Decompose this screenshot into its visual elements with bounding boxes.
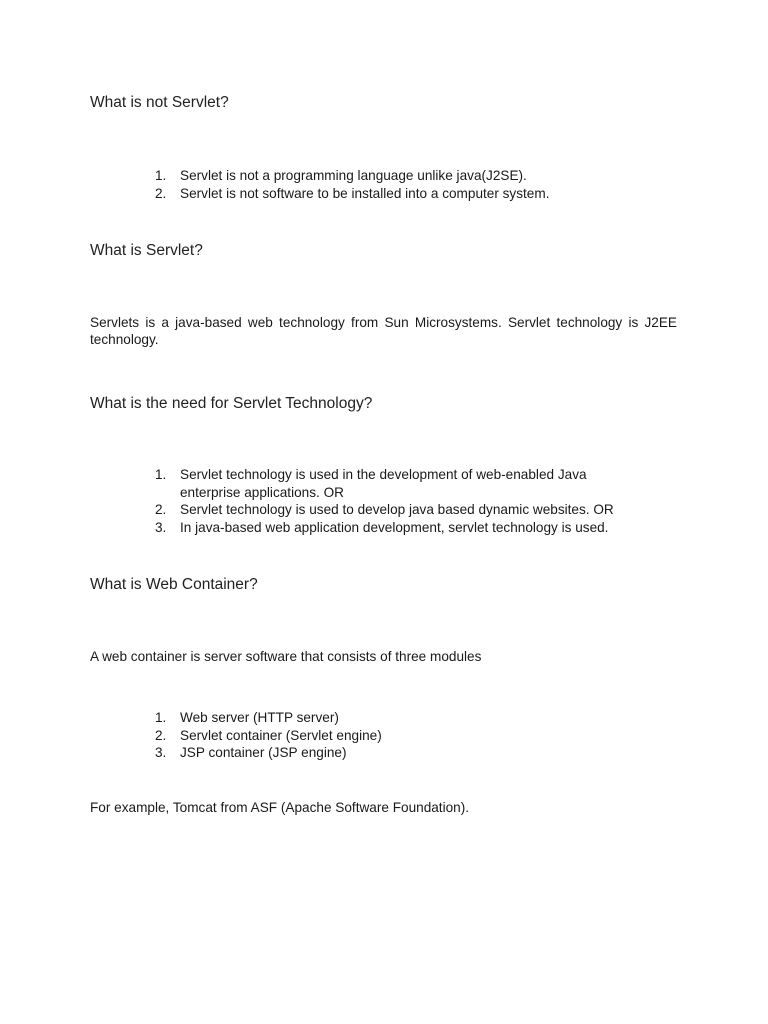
list-servlet-need — [155, 466, 635, 536]
list-web-container-modules — [155, 709, 655, 762]
paragraph-web-container: A web container is server software that consists of three modules — [90, 649, 482, 664]
list-number: 1. — [155, 168, 167, 183]
heading-what-is-servlet: What is Servlet? — [90, 242, 203, 259]
list-item-text: Servlet technology is used to develop java based dynamic websites. OR — [180, 502, 614, 517]
list-item — [155, 727, 655, 745]
list-item-text: In java-based web application development, servlet technology is used. — [180, 519, 609, 535]
list-item — [155, 501, 635, 519]
paragraph-servlet-definition: Servlets is a java-based web technology from Sun Microsystems. Servlet technology is J2EE technology. — [90, 315, 677, 347]
list-number: 2. — [155, 185, 167, 201]
list-item — [155, 185, 655, 203]
list-item-text: Web server (HTTP server) — [180, 710, 339, 725]
paragraph-example-tomcat: For example, Tomcat from ASF (Apache Software Foundation). — [90, 800, 470, 815]
list-item — [155, 466, 635, 501]
list-number: 1. — [155, 467, 167, 482]
list-item — [155, 709, 655, 727]
list-item — [155, 744, 655, 762]
list-number: 3. — [155, 519, 167, 535]
list-not-servlet — [155, 167, 655, 202]
heading-what-is-not-servlet: What is not Servlet? — [90, 94, 229, 111]
list-item — [155, 519, 635, 537]
list-number: 3. — [155, 745, 167, 760]
list-item-text: Servlet is not a programming language unlike java(J2SE). — [180, 168, 527, 183]
list-number: 2. — [155, 727, 167, 743]
heading-need-for-servlet: What is the need for Servlet Technology? — [90, 395, 373, 412]
list-item-text: Servlet container (Servlet engine) — [180, 727, 382, 743]
list-number: 2. — [155, 502, 167, 517]
list-item-text: JSP container (JSP engine) — [180, 745, 347, 760]
list-item-text: Servlet is not software to be installed into a computer system. — [180, 185, 550, 201]
list-item-text: Servlet technology is used in the development of web-enabled Java enterprise applications. OR — [180, 467, 587, 500]
list-item — [155, 167, 655, 185]
heading-what-is-web-container: What is Web Container? — [90, 576, 258, 593]
list-number: 1. — [155, 710, 167, 725]
